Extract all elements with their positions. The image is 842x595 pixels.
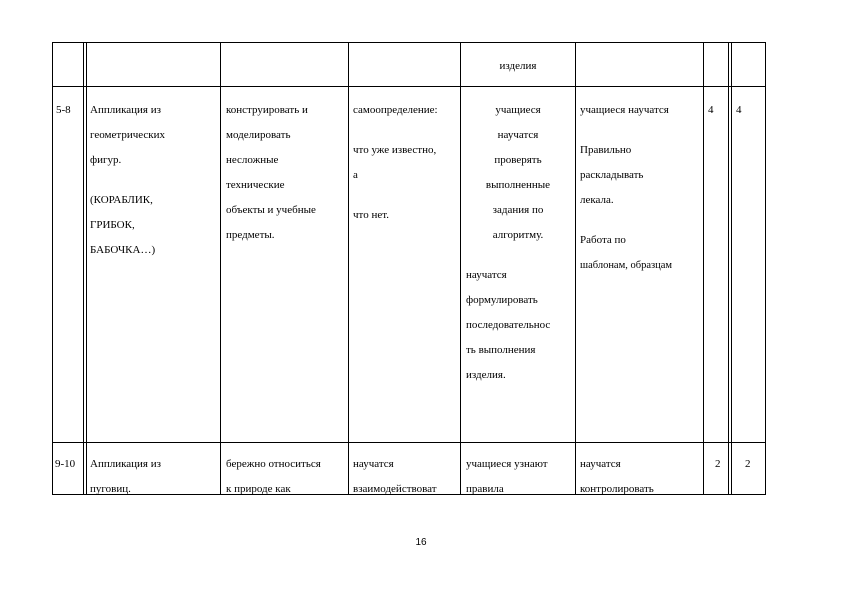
hours-value: 4 [736,104,742,116]
cell-text: учащиеся узнают [466,458,548,470]
table-rule [52,42,53,495]
cell-text: учащиеся научатся [580,104,669,116]
cell-text: технические [226,179,285,191]
cell-text: изделия [499,60,537,72]
cell-text: пуговиц. [90,483,131,495]
cell-text: объекты и учебные [226,204,316,216]
lesson-number: 5-8 [56,104,71,116]
cell-text: бережно относиться [226,458,321,470]
table-rule [765,42,766,495]
cell-text: Аппликация из [90,458,161,470]
table-rule [52,86,766,87]
cell-text: шаблонам, образцам [580,260,673,271]
cell-text: предметы. [226,229,275,241]
cell-text: научатся [466,269,507,281]
cell-text: к природе как [226,483,291,495]
cell-text: конструировать и [226,104,308,116]
cell-text: а [353,169,358,181]
cell-text: БАБОЧКА…) [90,244,156,256]
cell-text: (КОРАБЛИК, [90,194,153,206]
table-rule [52,442,766,443]
table-rule [703,42,704,495]
cell-text: Работа по [580,234,626,246]
cell-text: правила [466,483,504,495]
cell-text: лекала. [580,194,614,206]
cell-text: ть выполнения [466,344,536,356]
lesson-number: 9-10 [55,458,76,470]
cell-text: проверять [494,154,542,166]
cell-text: геометрических [90,129,166,141]
cell-text: последовательнос [466,319,551,331]
cell-text: моделировать [226,129,291,141]
cell-text: алгоритму. [492,229,544,241]
cell-text: задания по [492,204,544,216]
cell-text: изделия. [466,369,506,381]
cell-text: учащиеся [495,104,541,116]
table-rule [575,42,576,495]
cell-text: фигур. [90,154,122,166]
page-number: 16 [415,537,427,548]
cell-text: несложные [226,154,279,166]
cell-text: взаимодействоват [353,483,437,495]
table-rule [728,42,729,495]
cell-text: самоопределение: [353,104,438,116]
table-rule [86,42,87,495]
cell-text: что нет. [353,209,389,221]
table-rule [220,42,221,495]
cell-text: формулировать [466,294,538,306]
hours-value: 4 [708,104,714,116]
hours-value: 2 [715,458,721,470]
hours-value: 2 [745,458,751,470]
table-rule [52,42,766,43]
cell-text: контролировать [580,483,654,495]
cell-text: Правильно [580,144,632,156]
cell-text: научатся [580,458,621,470]
table-rule [348,42,349,495]
cell-text: что уже известно, [353,144,437,156]
cell-text: ГРИБОК, [90,219,135,231]
cell-text: научатся [497,129,539,141]
table-rule [83,42,84,495]
cell-text: Аппликация из [90,104,161,116]
cell-text: выполненные [485,179,551,191]
cell-text: научатся [353,458,394,470]
table-rule [731,42,732,495]
cell-text: раскладывать [580,169,644,181]
